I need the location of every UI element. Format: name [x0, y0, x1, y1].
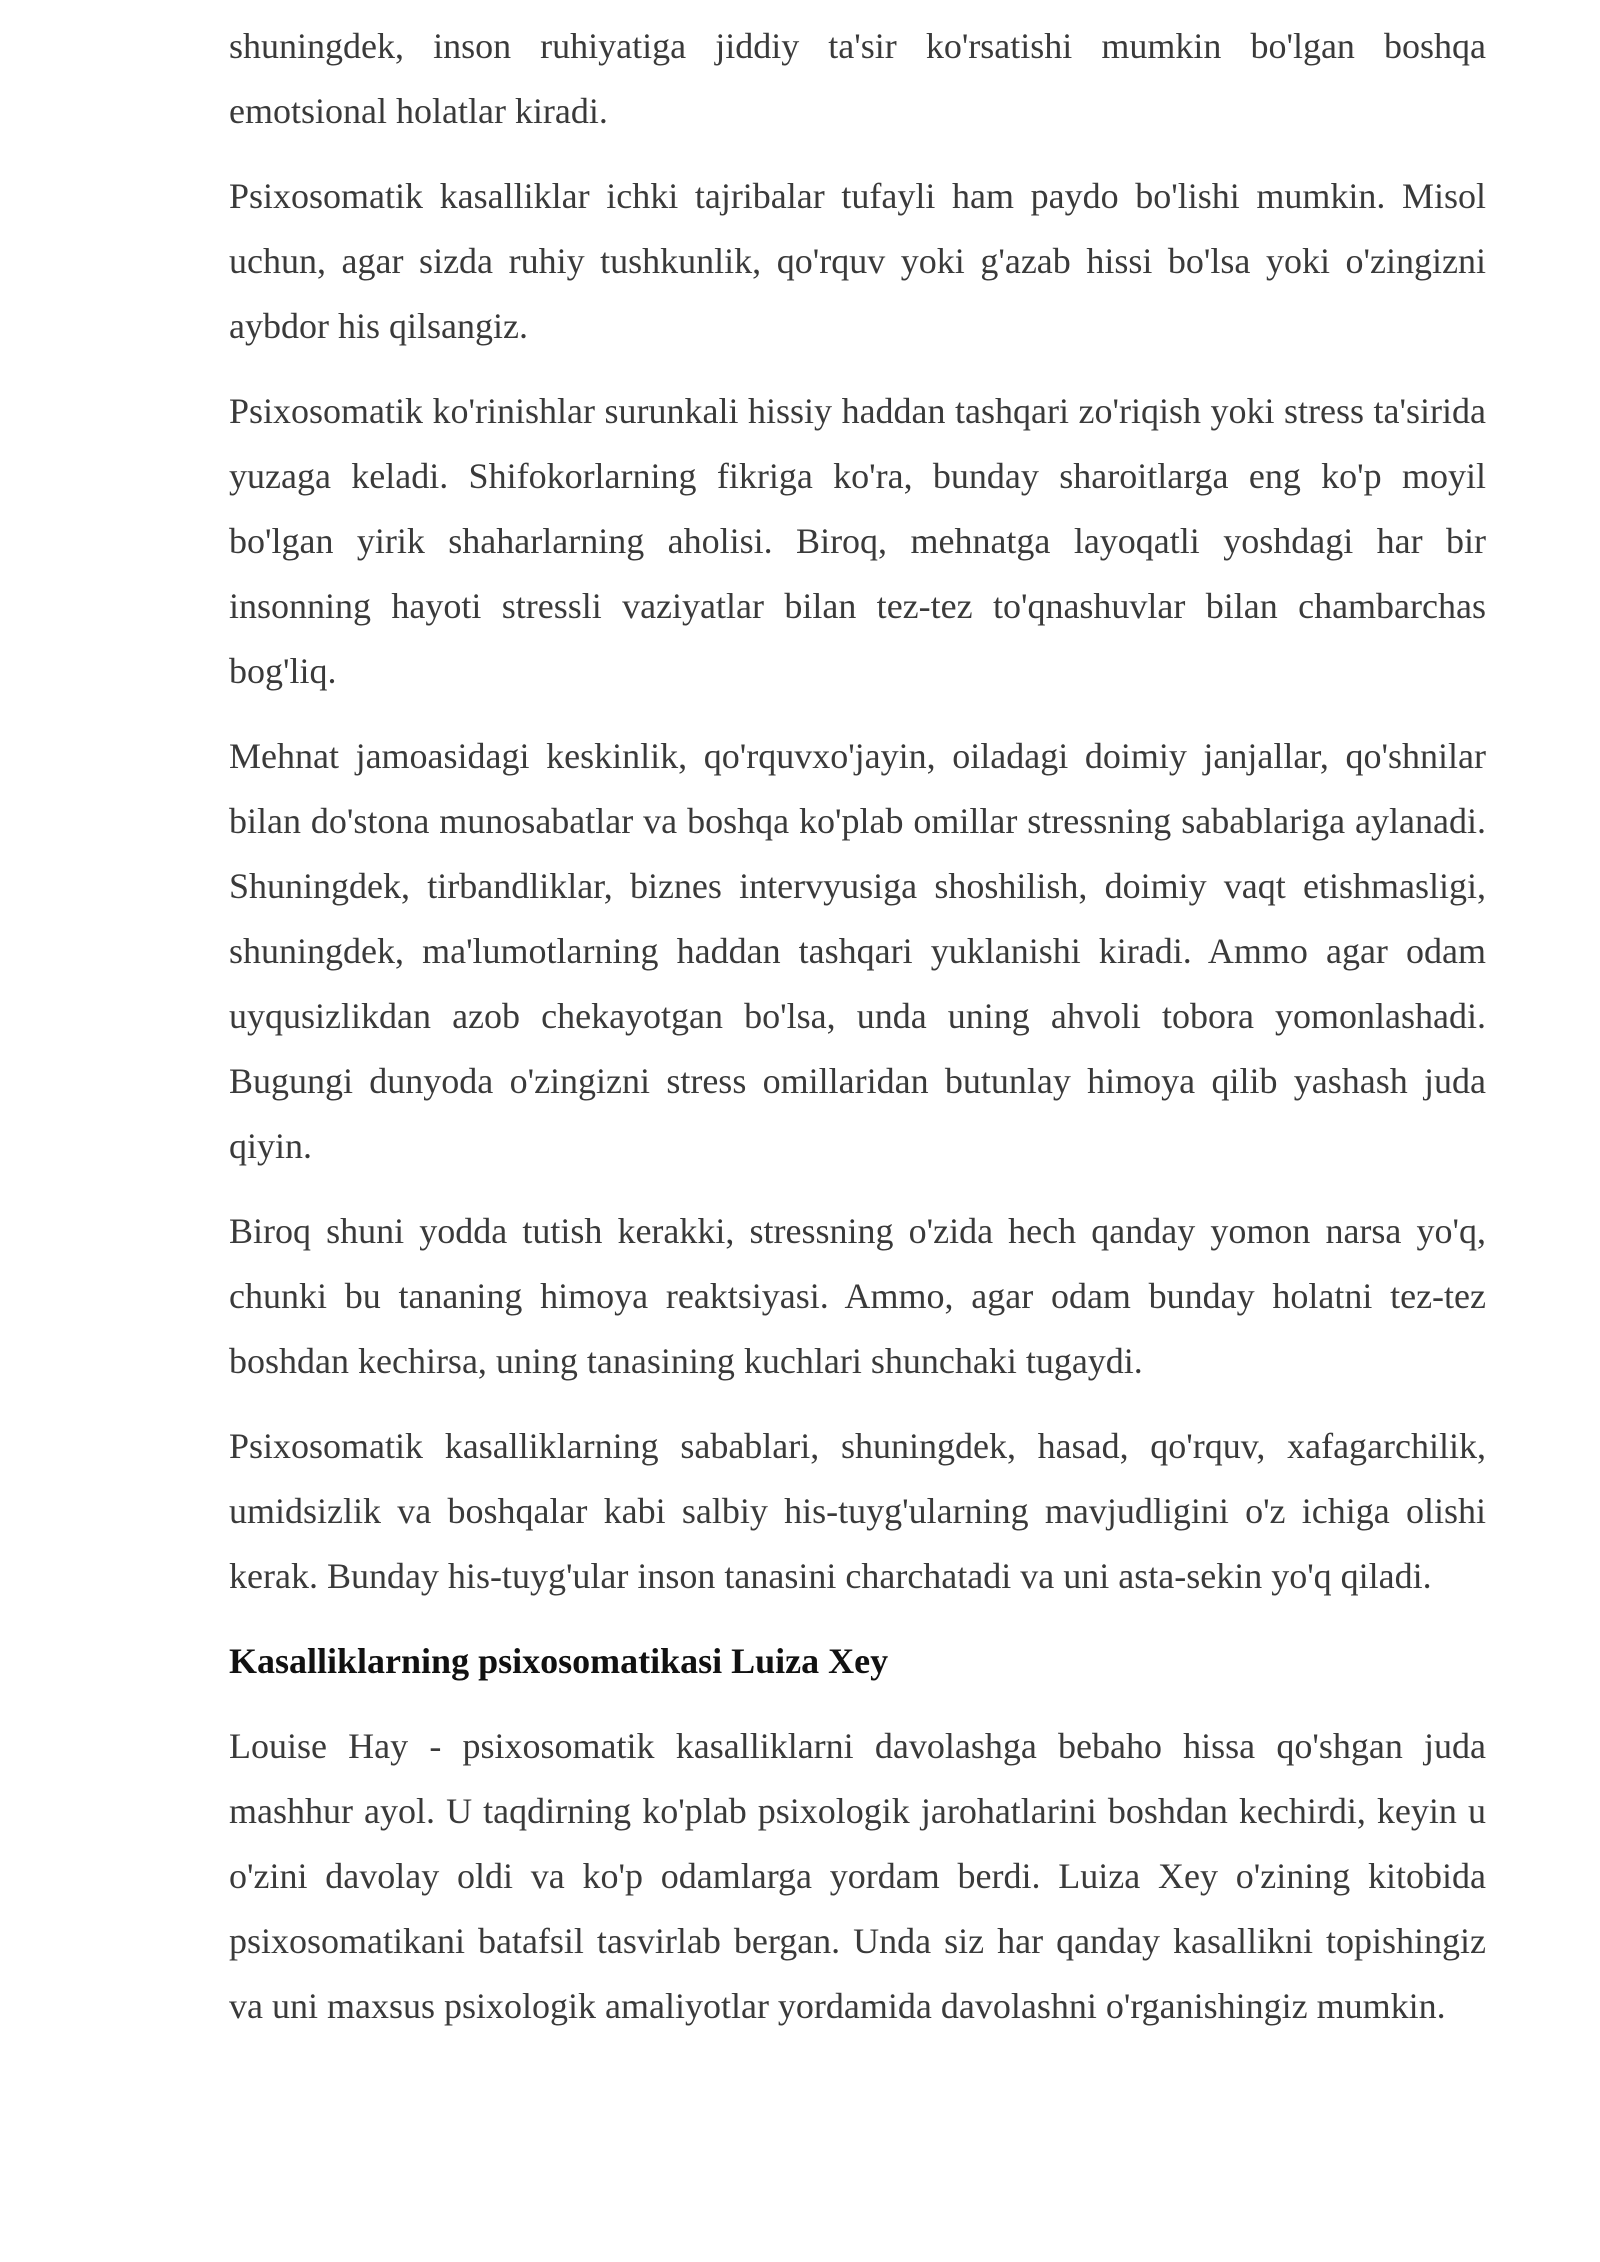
paragraph-5: Biroq shuni yodda tutish kerakki, stressning o'zida hech qanday yomon narsa yo'q, chunki bu tananing himoya reaktsiyasi. Ammo, agar odam bunday holatni tez-tez boshdan kechirsa, uning tanasining kuchlari shunchaki tugaydi.: [229, 1211, 1486, 1381]
paragraph-2: Psixosomatik kasalliklar ichki tajribalar tufayli ham paydo bo'lishi mumkin. Misol uchun, agar sizda ruhiy tushkunlik, qo'rquv yoki g'azab hissi bo'lsa yoki o'zingizni aybdor his qilsangiz.: [229, 176, 1486, 346]
paragraph-1: shuningdek, inson ruhiyatiga jiddiy ta'sir ko'rsatishi mumkin bo'lgan boshqa emotsional holatlar kiradi.: [229, 26, 1486, 131]
paragraph-3: Psixosomatik ko'rinishlar surunkali hissiy haddan tashqari zo'riqish yoki stress ta'sirida yuzaga keladi. Shifokorlarning fikriga ko'ra, bunday sharoitlarga eng ko'p moyil bo'lgan yirik shaharlarning aholisi. Biroq, mehnatga layoqatli yoshdagi har bir insonning hayoti stressli vaziyatlar bilan tez-tez to'qnashuvlar bilan chambarchas bog'liq.: [229, 391, 1486, 691]
paragraph-6: Psixosomatik kasalliklarning sabablari, shuningdek, hasad, qo'rquv, xafagarchilik, umidsizlik va boshqalar kabi salbiy his-tuyg'ularning mavjudligini o'z ichiga olishi kerak. Bunday his-tuyg'ular inson tanasini charchatadi va uni asta-sekin yo'q qiladi.: [229, 1426, 1486, 1596]
section-heading: Kasalliklarning psixosomatikasi Luiza Xey: [229, 1641, 889, 1681]
document-page: [229, 14, 1486, 2059]
paragraph-7: Louise Hay - psixosomatik kasalliklarni davolashga bebaho hissa qo'shgan juda mashhur ayol. U taqdirning ko'plab psixologik jarohatlarini boshdan kechirdi, keyin u o'zini davolay oldi va ko'p odamlarga yordam berdi. Luiza Xey o'zining kitobida psixosomatikani batafsil tasvirlab bergan. Unda siz har qanday kasallikni topishingiz va uni maxsus psixologik amaliyotlar yordamida davolashni o'rganishingiz mumkin.: [229, 1726, 1486, 2026]
paragraph-4: Mehnat jamoasidagi keskinlik, qo'rquvxo'jayin, oiladagi doimiy janjallar, qo'shnilar bilan do'stona munosabatlar va boshqa ko'plab omillar stressning sabablariga aylanadi. Shuningdek, tirbandliklar, biznes intervyusiga shoshilish, doimiy vaqt etishmasligi, shuningdek, ma'lumotlarning haddan tashqari yuklanishi kiradi. Ammo agar odam uyqusizlikdan azob chekayotgan bo'lsa, unda uning ahvoli tobora yomonlashadi. Bugungi dunyoda o'zingizni stress omillaridan butunlay himoya qilib yashash juda qiyin.: [229, 736, 1486, 1166]
